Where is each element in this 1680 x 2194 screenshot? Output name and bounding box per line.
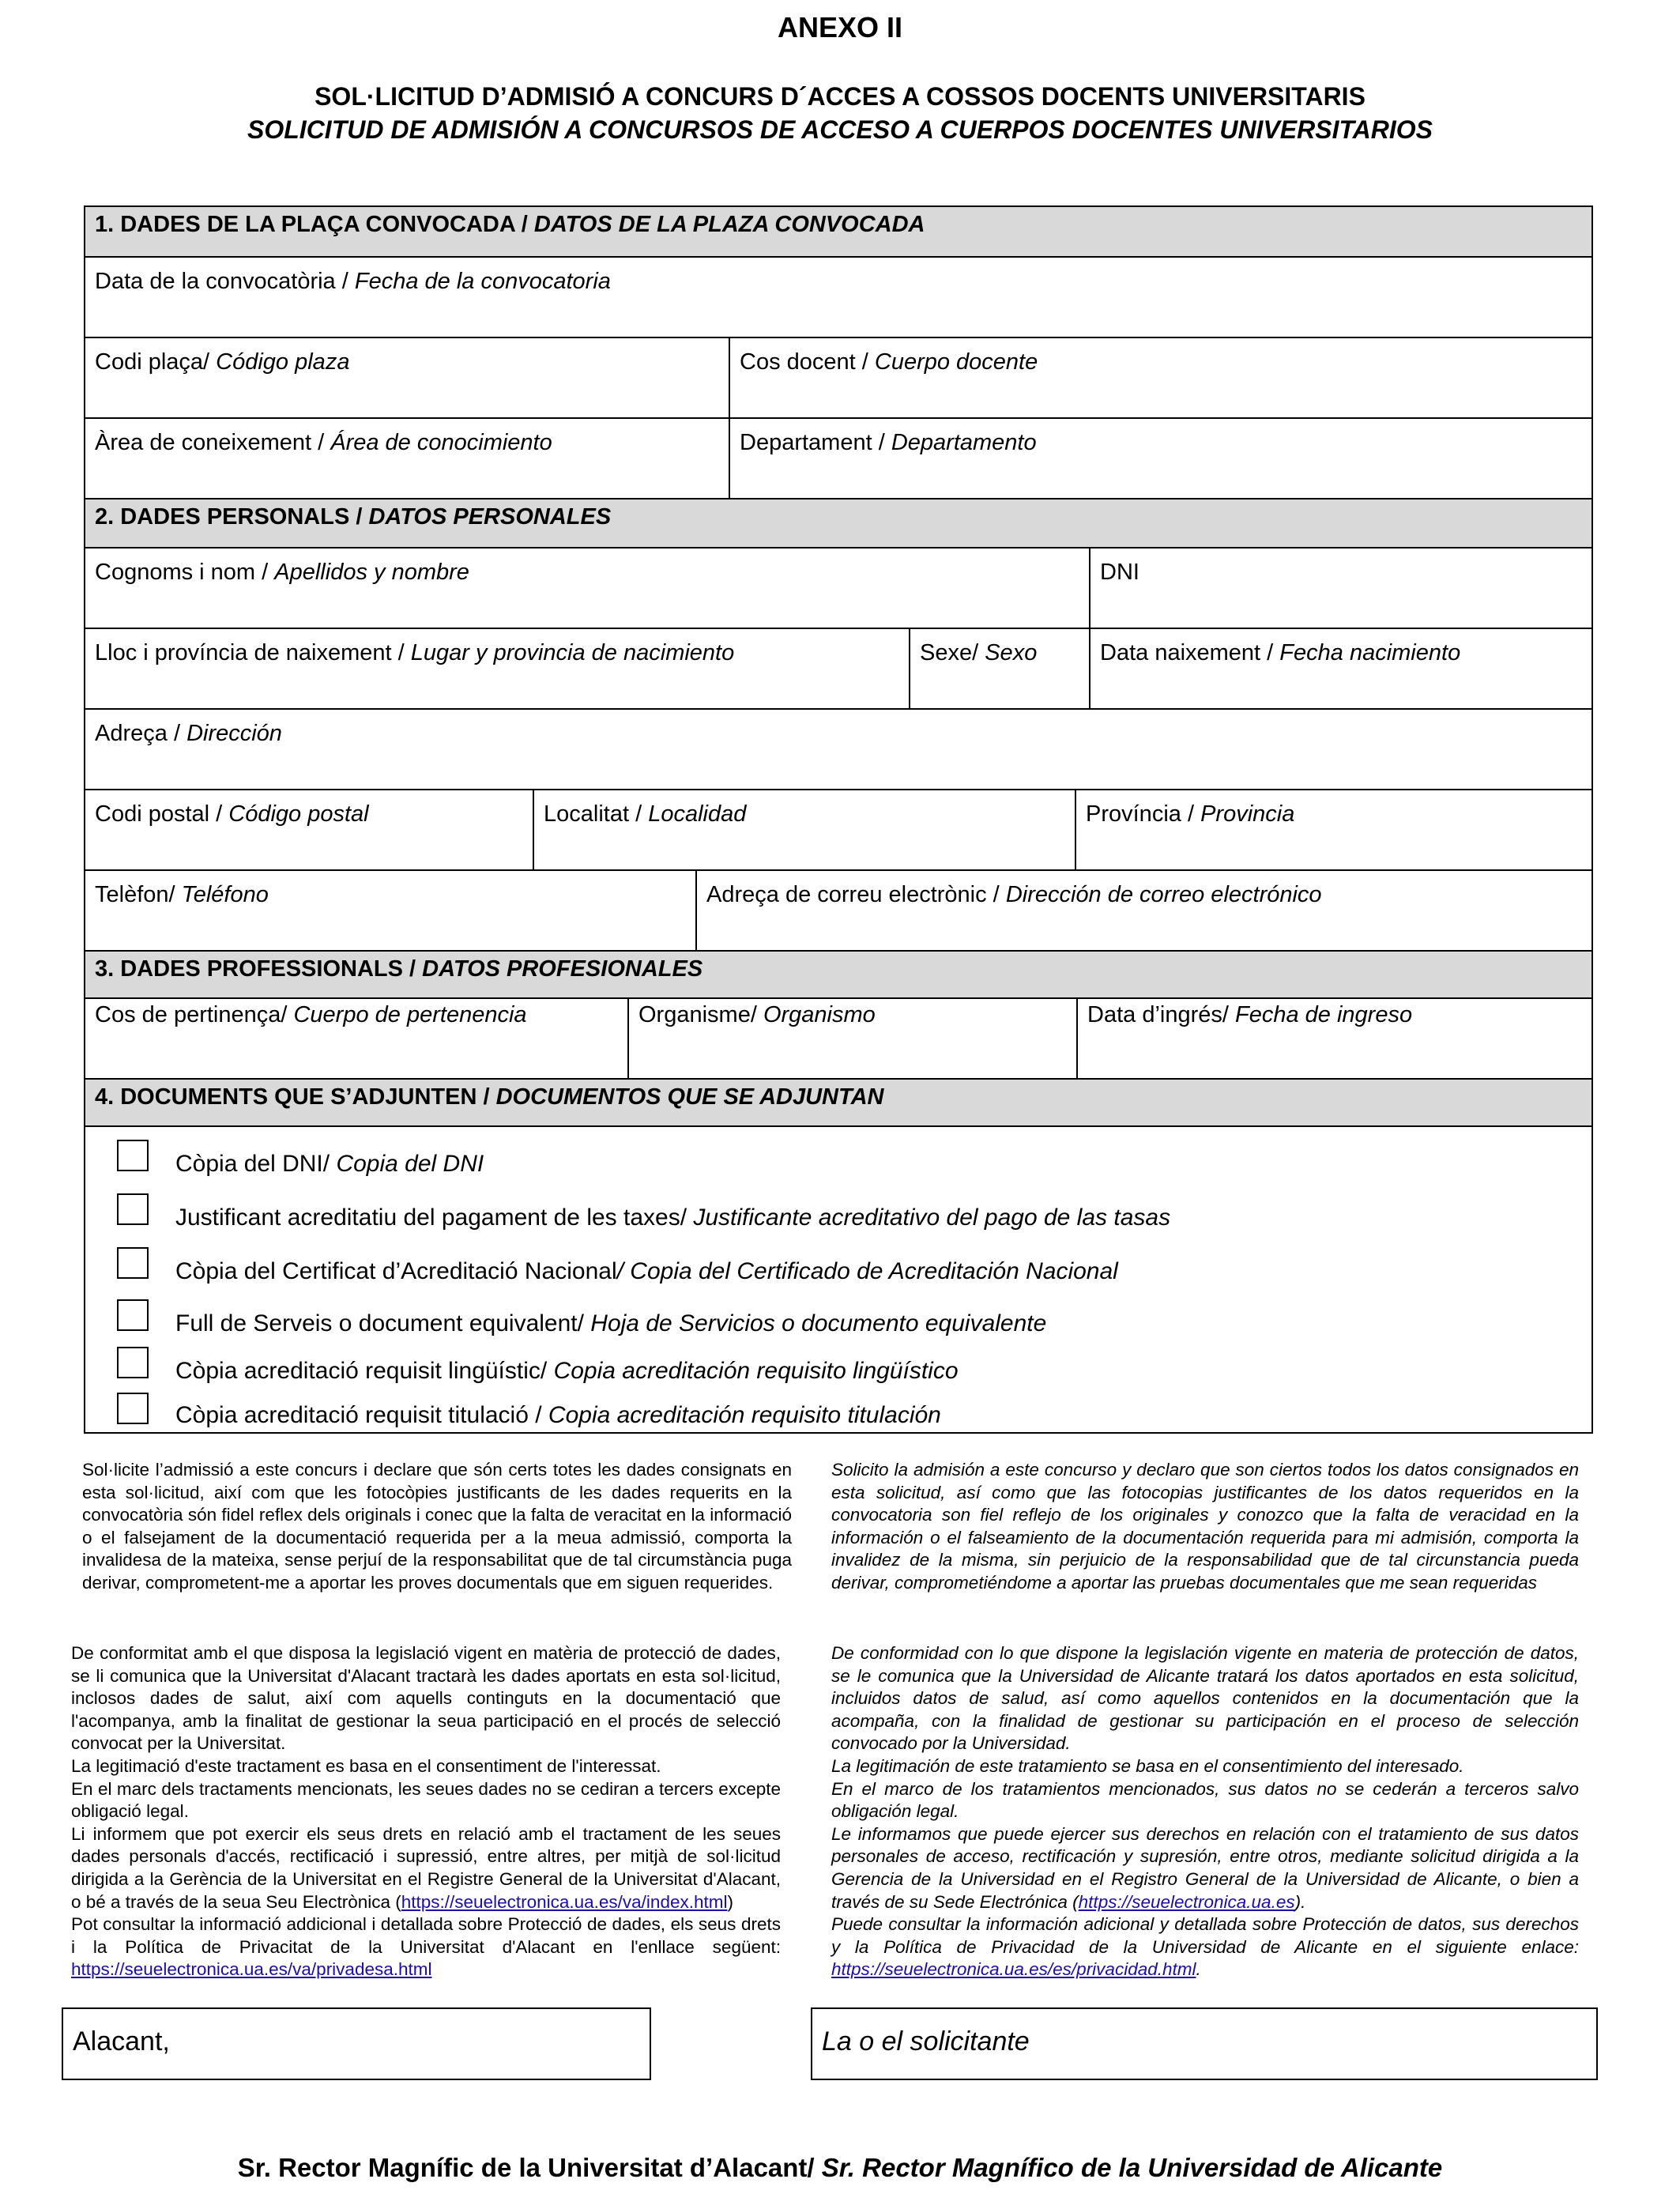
privacy-paragraph: De conformidad con lo que dispone la legislación vigente en materia de protección de datos, se le comunica que la Universidad de Alicante tratará los datos aportados en esta solicitud, incluidos datos de salud, así como aquellos contenidos en la documentación que la acompaña, con la finalidad de gestionar su participación en el proceso de selección convocado por la Universidad. [831,1643,1579,1754]
field-row-area-department [85,419,1591,499]
document-label [175,1151,484,1178]
declaration-valencian: Sol·licite l’admissió a este concurs i declare que són certs totes les dades consignats en esta sol·licitud, així com que les fotocòpies justificants de les dades requerits en la convocatòria són fidel reflex dels originals i conec que la falta de veracitat en la informació o el falsejament de la documentació requerida per a la meua admissió, comporta la invalidesa de la mateixa, sense perjuí de la responsabilitat que de tal circumstància puga derivar, comprometent-me a aportar les proves documentals que em siguen requerides. [82,1460,792,1593]
privacy-paragraph [71,1913,781,1981]
field-label-es: Código postal [228,801,369,827]
field-label-es: Provincia [1200,801,1295,827]
label-ca: Còpia del DNI/ [175,1151,337,1177]
footer-es: Sr. Rector Magnífico de la Universidad de Alicante [821,2153,1443,2182]
field-label-ca: Data de la convocatòria / [95,269,355,294]
label-ca: Còpia del Certificat d’Acreditació Nacional [175,1258,617,1284]
privacy-policy-link[interactable]: https://seuelectronica.ua.es/es/privacidad.html [831,1959,1196,1980]
label-es: Copia acreditación requisito titulación [548,1402,941,1428]
section-4-title-es: DOCUMENTOS QUE SE ADJUNTAN [495,1084,884,1110]
section-3-title-es: DATOS PROFESIONALES [422,956,703,982]
field-province[interactable] [1075,790,1593,869]
field-label-ca: Cognoms i nom / [95,560,275,585]
applicant-label: La o el solicitante [822,2026,1030,2056]
label-es: / Copia del Certificado de Acreditación Nacional [616,1258,1118,1284]
field-label-es: Teléfono [181,882,269,907]
privacy-paragraph: De conformitat amb el que disposa la legislació vigent en matèria de protecció de dades, se li comunica que la Universitat d'Alacant tractarà les dades aportats en esta sol·licitud, inclosos dades de salut, així com aquells continguts en la documentació que l'acompanya, amb la finalitat de gestionar la seua participació en el procés de selecció convocat per la Universitat. [71,1643,781,1754]
document-checkbox[interactable] [117,1347,149,1378]
privacy-paragraph [71,1823,781,1913]
field-row-location [85,790,1591,871]
electronic-office-link[interactable]: https://seuelectronica.ua.es [1078,1891,1295,1912]
field-label-ca: Adreça / [95,721,187,746]
application-form [84,205,1593,1434]
field-label-es: Área de conocimiento [330,430,552,455]
privacy-paragraph: En el marco de los tratamientos mencionados, sus datos no se cederán a terceros salvo obligación legal. [831,1778,1579,1822]
privacy-paragraph: En el marc dels tractaments mencionats, les seues dades no se cediran a tercers excepte obligació legal. [71,1778,781,1822]
field-label-ca: Àrea de coneixement / [95,430,331,455]
privacy-text: . [1196,1959,1201,1980]
field-label-es: Lugar y provincia de nacimiento [410,640,735,665]
privacy-paragraph: La legitimación de este tratamiento se basa en el consentimiento del interesado. [831,1755,1464,1776]
field-label-es: Organismo [763,1002,876,1027]
document-label [175,1258,1118,1285]
privacy-paragraph [831,1913,1579,1981]
field-membership-body[interactable] [85,999,627,1078]
annex-title: ANEXO II [777,11,903,43]
declaration-spanish: Solicito la admisión a este concurso y declaro que son ciertos todos los datos consignados en esta solicitud, así como que las fotocopias justificantes de los datos requeridos en la convocatoria son fiel reflejo de los originales y conozco que la falta de veracidad en la información o el falseamiento de la documentación requerida para mi admisión, comporta la invalidez de la misma, sin perjuicio de la responsabilidad que de tal circunstancia pueda derivar, comprometiéndome a aportar las pruebas documentales que me sean requeridas [831,1460,1579,1593]
field-label-es: Departamento [891,430,1037,455]
field-label-ca: Sexe/ [920,640,985,665]
label-es: Hoja de Servicios o documento equivalente [590,1310,1047,1336]
field-label-es: Fecha de ingreso [1235,1002,1413,1027]
field-address[interactable] [85,710,1591,789]
field-row-birth [85,629,1591,710]
addressee-footer [0,2153,1680,2183]
label-ca: Còpia acreditació requisit lingüístic/ [175,1358,554,1384]
privacy-notice-valencian [71,1642,781,1981]
document-checkbox[interactable] [117,1247,149,1279]
label-ca: Justificant acreditatiu del pagament de les taxes/ [175,1204,694,1231]
field-label-es: Apellidos y nombre [274,560,469,585]
document-label [175,1358,959,1385]
field-label-ca: Data naixement / [1100,640,1280,665]
field-row-address [85,710,1591,790]
field-label-es: Cuerpo docente [874,349,1038,375]
place-label: Alacant, [73,2026,170,2056]
field-dni[interactable] [1089,548,1593,628]
section-3-header [85,952,1591,999]
label-es: Copia del DNI [336,1151,484,1177]
field-sex[interactable] [909,629,1089,708]
field-row-name-dni [85,548,1591,629]
document-label [175,1310,1046,1337]
label-es: Justificante acreditativo del pago de las tasas [693,1204,1171,1231]
field-label-ca: Cos docent / [740,349,875,375]
field-label-es: Fecha de la convocatoria [354,269,611,294]
field-label-es: Dirección de correo electrónico [1005,882,1322,907]
field-label-ca: Lloc i província de naixement / [95,640,411,665]
privacy-text: Pot consultar la informació addicional i detallada sobre Protecció de dades, els seus drets i la Política de Privacitat de la Universitat d'Alacant en l'enllace següent: [71,1914,781,1957]
field-label-ca: Codi plaça/ [95,349,217,375]
field-department[interactable] [729,419,1593,498]
field-phone[interactable] [85,871,695,950]
field-label-es: Cuerpo de pertenencia [293,1002,527,1027]
field-label-ca: Telèfon/ [95,882,182,907]
field-label-ca: Codi postal / [95,801,229,827]
field-convocation-date[interactable] [85,258,1591,337]
field-teaching-body[interactable] [729,338,1593,417]
section-4-header [85,1080,1591,1127]
field-label-ca: Localitat / [544,801,649,827]
privacy-text: Puede consultar la información adicional y detallada sobre Protección de datos, sus derechos y la Política de Privacidad de la Universidad de Alicante en el siguiente enlace: [831,1914,1579,1957]
field-label-es: Dirección [186,721,282,746]
document-checkbox[interactable] [117,1299,149,1331]
privacy-text: Le informamos que puede ejercer sus derechos en relación con el tratamiento de sus datos personales de acceso, rectificación y supresión, entre otros, mediante solicitud dirigida a la Gerencia de la Universidad en el Registro General de la Universidad de Alicante, o bien a través de su Sede Electrónica ( [831,1823,1579,1912]
field-row-convocation-date [85,258,1591,338]
field-row-code-body [85,338,1591,419]
document-label [175,1204,1170,1231]
label-ca: Full de Serveis o document equivalent/ [175,1310,591,1336]
document-label [175,1402,941,1429]
section-1-title-es: DATOS DE LA PLAZA CONVOCADA [533,212,925,237]
field-knowledge-area[interactable] [85,419,729,498]
field-label-es: Sexo [985,640,1038,665]
privacy-paragraph: La legitimació d'este tractament es basa en el consentiment de l'interessat. [71,1755,661,1776]
field-postal-code[interactable] [85,790,533,869]
field-label-ca: DNI [1100,560,1139,585]
field-label-ca: Data d’ingrés/ [1087,1002,1235,1027]
field-entry-date[interactable] [1076,999,1593,1078]
document-checkbox[interactable] [117,1393,149,1424]
field-full-name[interactable] [85,548,1089,628]
field-birth-date[interactable] [1089,629,1593,708]
place-date-box[interactable] [62,2007,651,2080]
section-4-title-ca: 4. DOCUMENTS QUE S’ADJUNTEN / [95,1084,496,1110]
section-1-header [85,207,1591,258]
section-2-header [85,499,1591,548]
form-title-valencian: SOL·LICITUD D’ADMISIÓ A CONCURS D´ACCES A COSSOS DOCENTS UNIVERSITARIS [315,82,1365,111]
field-label-ca: Departament / [740,430,891,455]
privacy-paragraph [831,1823,1579,1913]
field-row-professional [85,999,1591,1080]
section-2-title-ca: 2. DADES PERSONALS / [95,504,369,530]
document-checkbox[interactable] [117,1193,149,1225]
field-email[interactable] [695,871,1593,950]
footer-ca: Sr. Rector Magnífic de la Universitat d’Alacant/ [237,2153,822,2182]
label-ca: Còpia acreditació requisit titulació / [175,1402,548,1428]
field-position-code[interactable] [85,338,729,417]
privacy-text: Li informem que pot exercir els seus drets en relació amb el tractament de les seues dades personals d'accés, rectificació i supressió, entre altres, per mitjà de sol·licitud dirigida a la Gerència de la Universitat en el Registre General de la Universitat d'Alacant, o bé a través de la seua Seu Electrònica ( [71,1823,781,1912]
field-label-ca: Província / [1086,801,1201,827]
field-label-ca: Cos de pertinença/ [95,1002,294,1027]
label-es: Copia acreditación requisito lingüístico [553,1358,959,1384]
applicant-signature-box[interactable] [811,2007,1598,2080]
section-2-title-es: DATOS PERSONALES [368,504,612,530]
privacy-notice-spanish [831,1642,1579,1981]
field-row-contact [85,871,1591,952]
privacy-text: ). [1294,1891,1306,1912]
field-organization[interactable] [627,999,1076,1078]
field-label-ca: Organisme/ [638,1002,763,1027]
field-label-ca: Adreça de correu electrònic / [706,882,1006,907]
documents-checklist [85,1125,1591,1434]
privacy-text: ) [727,1891,733,1912]
form-title-spanish: SOLICITUD DE ADMISIÓN A CONCURSOS DE ACCESO A CUERPOS DOCENTES UNIVERSITARIOS [247,115,1433,144]
section-1-title-ca: 1. DADES DE LA PLAÇA CONVOCADA / [95,212,534,237]
field-label-es: Código plaza [216,349,350,375]
privacy-policy-link[interactable]: https://seuelectronica.ua.es/va/privadesa.html [71,1959,432,1980]
field-locality[interactable] [533,790,1075,869]
section-3-title-ca: 3. DADES PROFESSIONALS / [95,956,423,982]
document-checkbox[interactable] [117,1140,149,1171]
field-label-es: Localidad [648,801,747,827]
field-birthplace[interactable] [85,629,909,708]
field-label-es: Fecha nacimiento [1279,640,1461,665]
electronic-office-link[interactable]: https://seuelectronica.ua.es/va/index.html [401,1891,728,1912]
